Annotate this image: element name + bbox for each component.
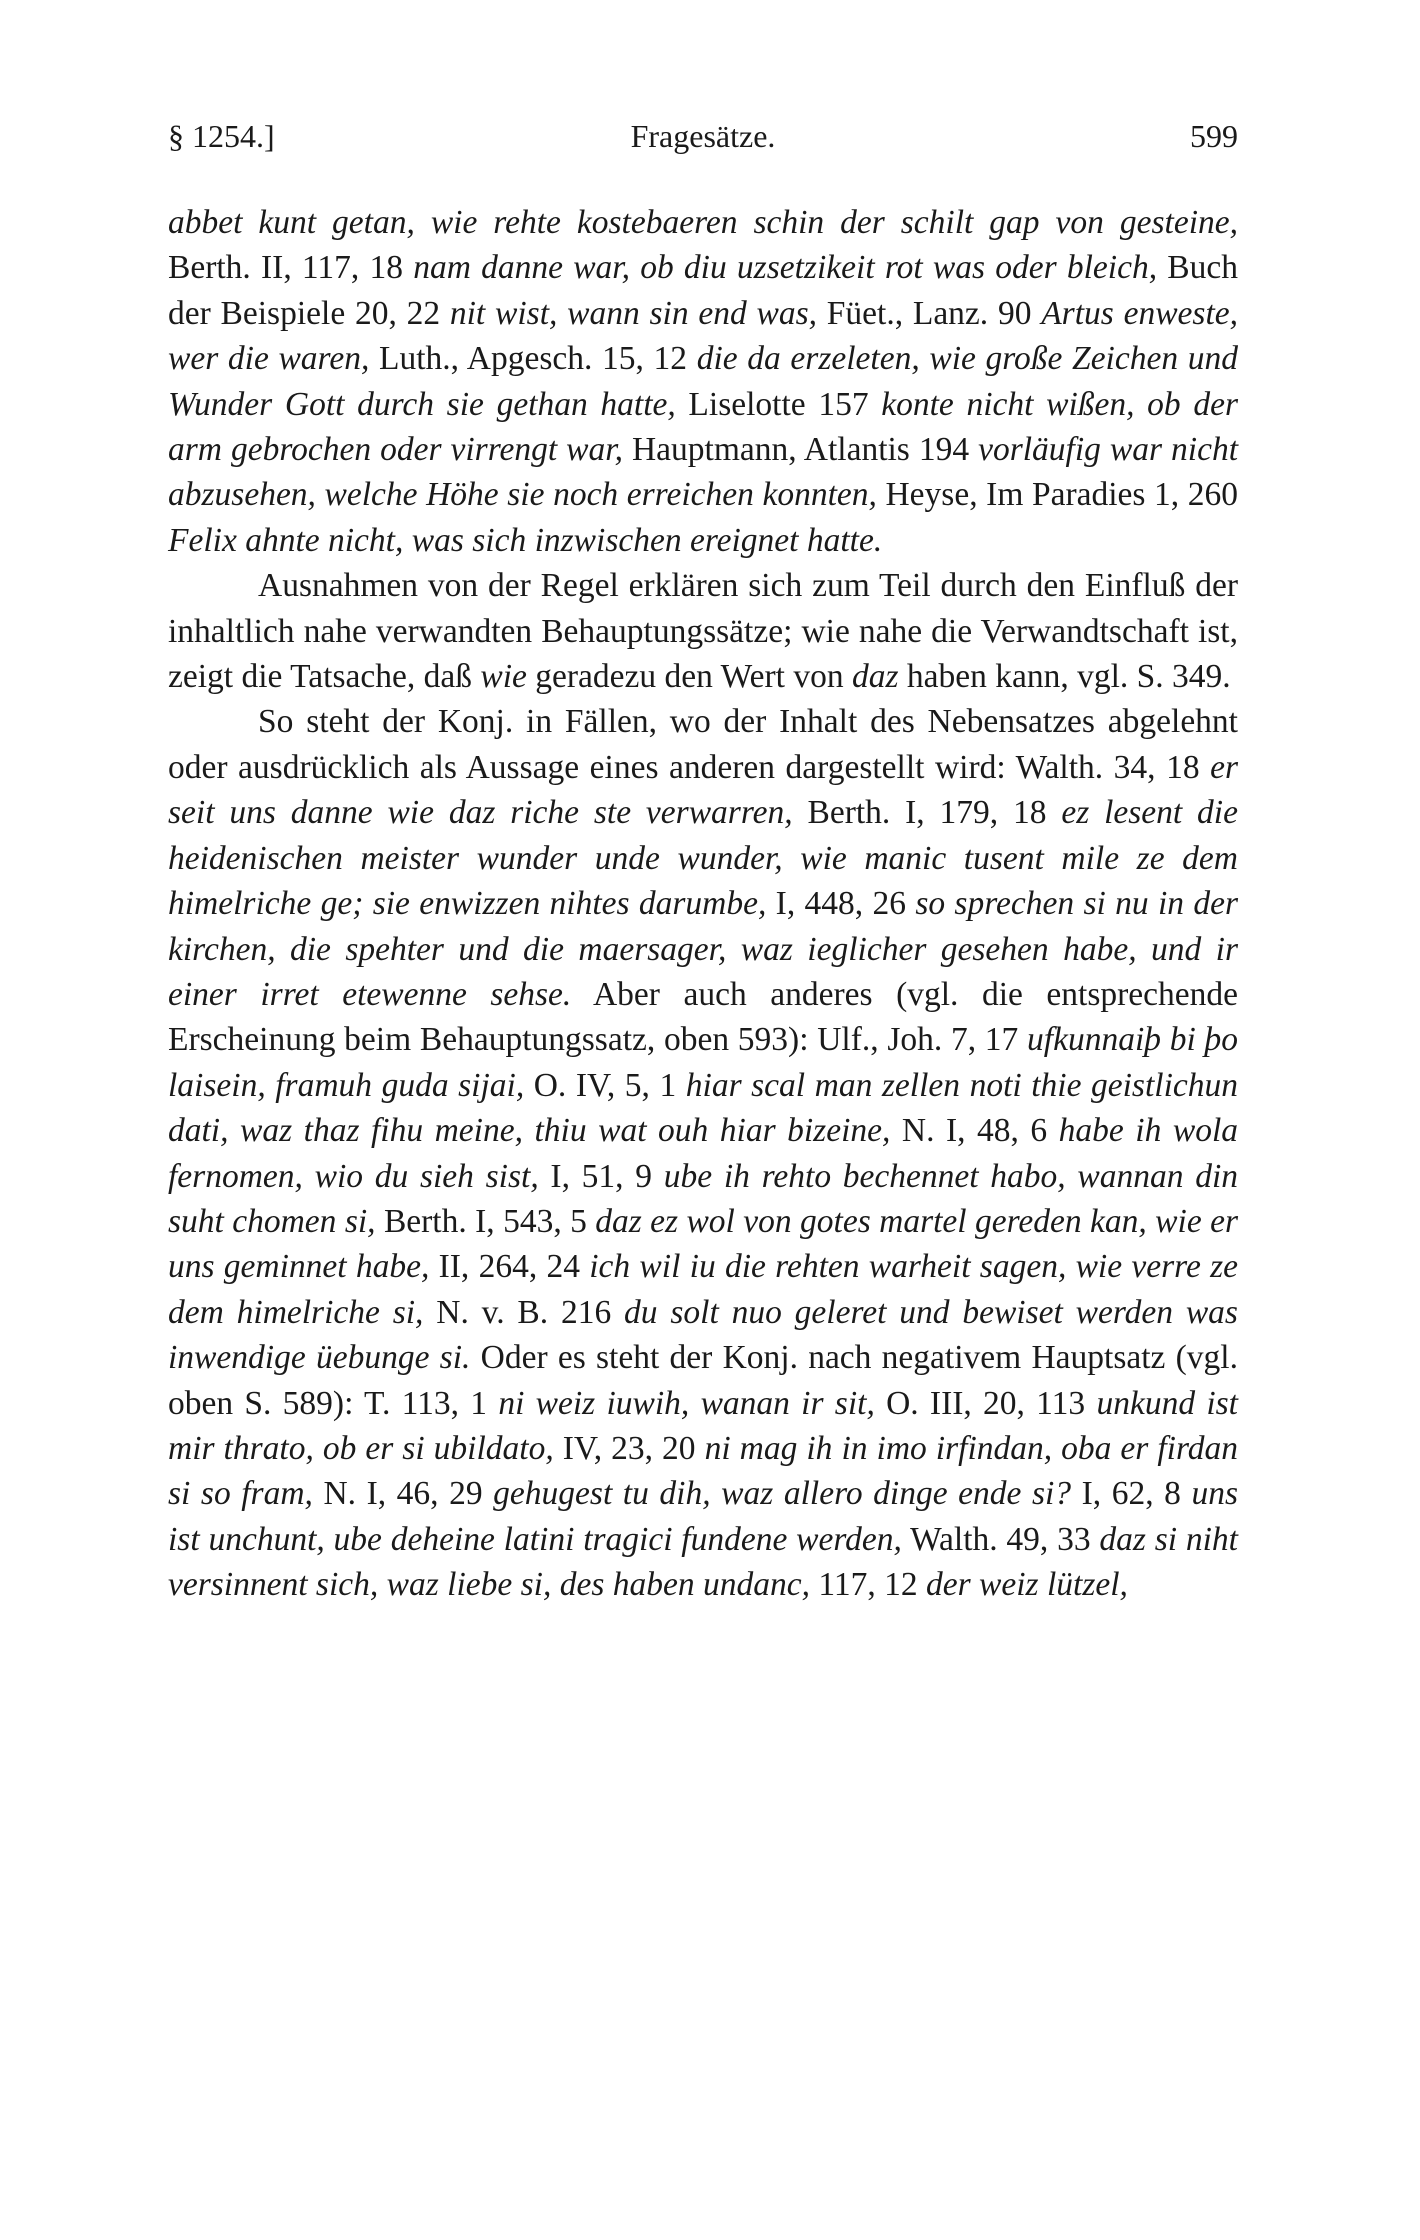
- quoted-text: vorläufig war nicht abzusehen, welche Höhe sie noch erreichen konnten,: [168, 431, 1238, 514]
- quoted-text: nit wist, wann sin end was,: [449, 294, 818, 332]
- reference-text: Walth. 49, 33: [901, 1520, 1100, 1558]
- reference-text: IV, 23, 20: [553, 1429, 705, 1467]
- quoted-text: ez lesent die heidenischen meister wunder unde wunder, wie manic tusent mile ze dem himelriche ge; sie enwizzen nihtes darumbe,: [168, 794, 1238, 923]
- paragraph: [168, 200, 1238, 563]
- reference-text: Oder es steht der Konj. nach negativem Hauptsatz (vgl. oben S. 589): T. 113, 1: [168, 1339, 1238, 1422]
- reference-text: Berth. I, 179, 18: [792, 794, 1062, 832]
- reference-text: Berth. II, 117, 18: [168, 249, 414, 287]
- quoted-text: hiar scal man zellen noti thie geistlichun dati, waz thaz fihu meine, thiu wat ouh hiar bizeine,: [168, 1066, 1238, 1150]
- reference-text: I, 51, 9: [538, 1157, 664, 1195]
- reference-text: So steht der Konj. in Fällen, wo der Inhalt des Nebensatzes abgelehnt oder ausdrücklich als Aussage eines anderen dargestellt wird: Walth. 34, 18: [168, 703, 1238, 786]
- reference-text: Ausnahmen von der Regel erklären sich zum Teil durch den Einfluß der inhaltlich nahe verwandten Behauptungssätze; wie nahe die Verwandtschaft ist, zeigt die Tatsache, daß: [168, 567, 1238, 696]
- quoted-text: daz si niht versinnent sich, waz liebe si, des haben undanc,: [168, 1520, 1238, 1604]
- reference-text: Luth., Apgesch. 15, 12: [369, 340, 697, 378]
- quoted-text: Artus enweste, wer die waren,: [168, 294, 1238, 378]
- quoted-text: er seit uns danne wie daz riche ste verwarren,: [168, 748, 1238, 832]
- reference-text: haben kann, vgl. S. 349.: [898, 658, 1231, 696]
- body-text: [168, 200, 1238, 1608]
- quoted-text: die da erzeleten, wie große Zeichen und Wunder Gott durch sie gethan hatte,: [168, 340, 1238, 423]
- quoted-text: unkund ist mir thrato, ob er si ubildato,: [168, 1384, 1238, 1467]
- section-number: § 1254.]: [168, 118, 275, 154]
- quoted-text: wie: [480, 658, 527, 696]
- reference-text: Buch der Beispiele 20, 22: [168, 249, 1239, 332]
- running-head: [168, 118, 1238, 168]
- quoted-text: so sprechen si nu in der kirchen, die spehter und die maersager, waz ieglicher gesehen habe, und ir einer irret etewenne sehse.: [168, 885, 1238, 1013]
- reference-text: Aber auch anderes (vgl. die entsprechende Erscheinung beim Behauptungssatz, oben 593): Ulf., Joh. 7, 17: [168, 975, 1239, 1059]
- quoted-text: ni weiz iuwih, wanan ir sit,: [498, 1384, 875, 1422]
- quoted-text: ich wil iu die rehten warheit sagen, wie verre ze dem himelriche si,: [168, 1248, 1238, 1331]
- reference-text: I, 448, 26: [766, 885, 916, 923]
- reference-text: I, 62, 8: [1071, 1475, 1192, 1513]
- page-number: 599: [1190, 118, 1238, 154]
- quoted-text: ube ih rehto bechennet habo, wannan din suht chomen si,: [168, 1157, 1238, 1240]
- quoted-text: habe ih wola fernomen, wio du sieh sist,: [168, 1112, 1238, 1195]
- quoted-text: gehugest tu dih, waz allero dinge ende si?: [493, 1475, 1072, 1513]
- quoted-text: daz: [851, 658, 899, 696]
- reference-text: N. v. B. 216: [423, 1293, 625, 1331]
- reference-text: II, 264, 24: [429, 1248, 590, 1286]
- reference-text: Heyse, Im Paradies 1, 260: [876, 476, 1239, 514]
- reference-text: O. III, 20, 113: [874, 1384, 1097, 1422]
- reference-text: Liselotte 157: [675, 385, 882, 423]
- reference-text: 117, 12: [809, 1566, 926, 1604]
- page-title: Fragesätze.: [630, 118, 776, 154]
- quoted-text: Felix ahnte nicht, was sich inzwischen ereignet hatte.: [168, 521, 883, 559]
- reference-text: Berth. I, 543, 5: [375, 1202, 596, 1240]
- quoted-text: ni mag ih in imo irfindan, oba er firdan si so fram,: [168, 1429, 1238, 1513]
- paragraph: [168, 699, 1238, 1607]
- quoted-text: du solt nuo geleret und bewiset werden was inwendige üebunge si.: [168, 1293, 1238, 1377]
- quoted-text: ufkunnaiþ bi þo laisein, framuh guda sijai,: [168, 1021, 1239, 1104]
- reference-text: N. I, 48, 6: [890, 1112, 1059, 1150]
- reference-text: geradezu den Wert von: [526, 658, 852, 696]
- quoted-text: konte nicht wißen, ob der arm gebrochen oder virrengt war,: [168, 385, 1238, 469]
- reference-text: O. IV, 5, 1: [524, 1066, 686, 1104]
- quoted-text: nam danne war, ob diu uzsetzikeit rot was oder bleich,: [413, 249, 1158, 287]
- reference-text: Füet., Lanz. 90: [817, 294, 1042, 332]
- quoted-text: uns ist unchunt, ube deheine latini tragici fundene werden,: [168, 1475, 1238, 1558]
- reference-text: N. I, 46, 29: [312, 1475, 494, 1513]
- quoted-text: der weiz lützel,: [926, 1566, 1128, 1604]
- reference-text: Hauptmann, Atlantis 194: [622, 431, 979, 469]
- paragraph: [168, 563, 1238, 699]
- book-page: [168, 118, 1238, 1608]
- quoted-text: abbet kunt getan, wie rehte kostebaeren schin der schilt gap von gesteine,: [168, 204, 1238, 241]
- quoted-text: daz ez wol von gotes martel gereden kan, wie er uns geminnet habe,: [168, 1202, 1238, 1286]
